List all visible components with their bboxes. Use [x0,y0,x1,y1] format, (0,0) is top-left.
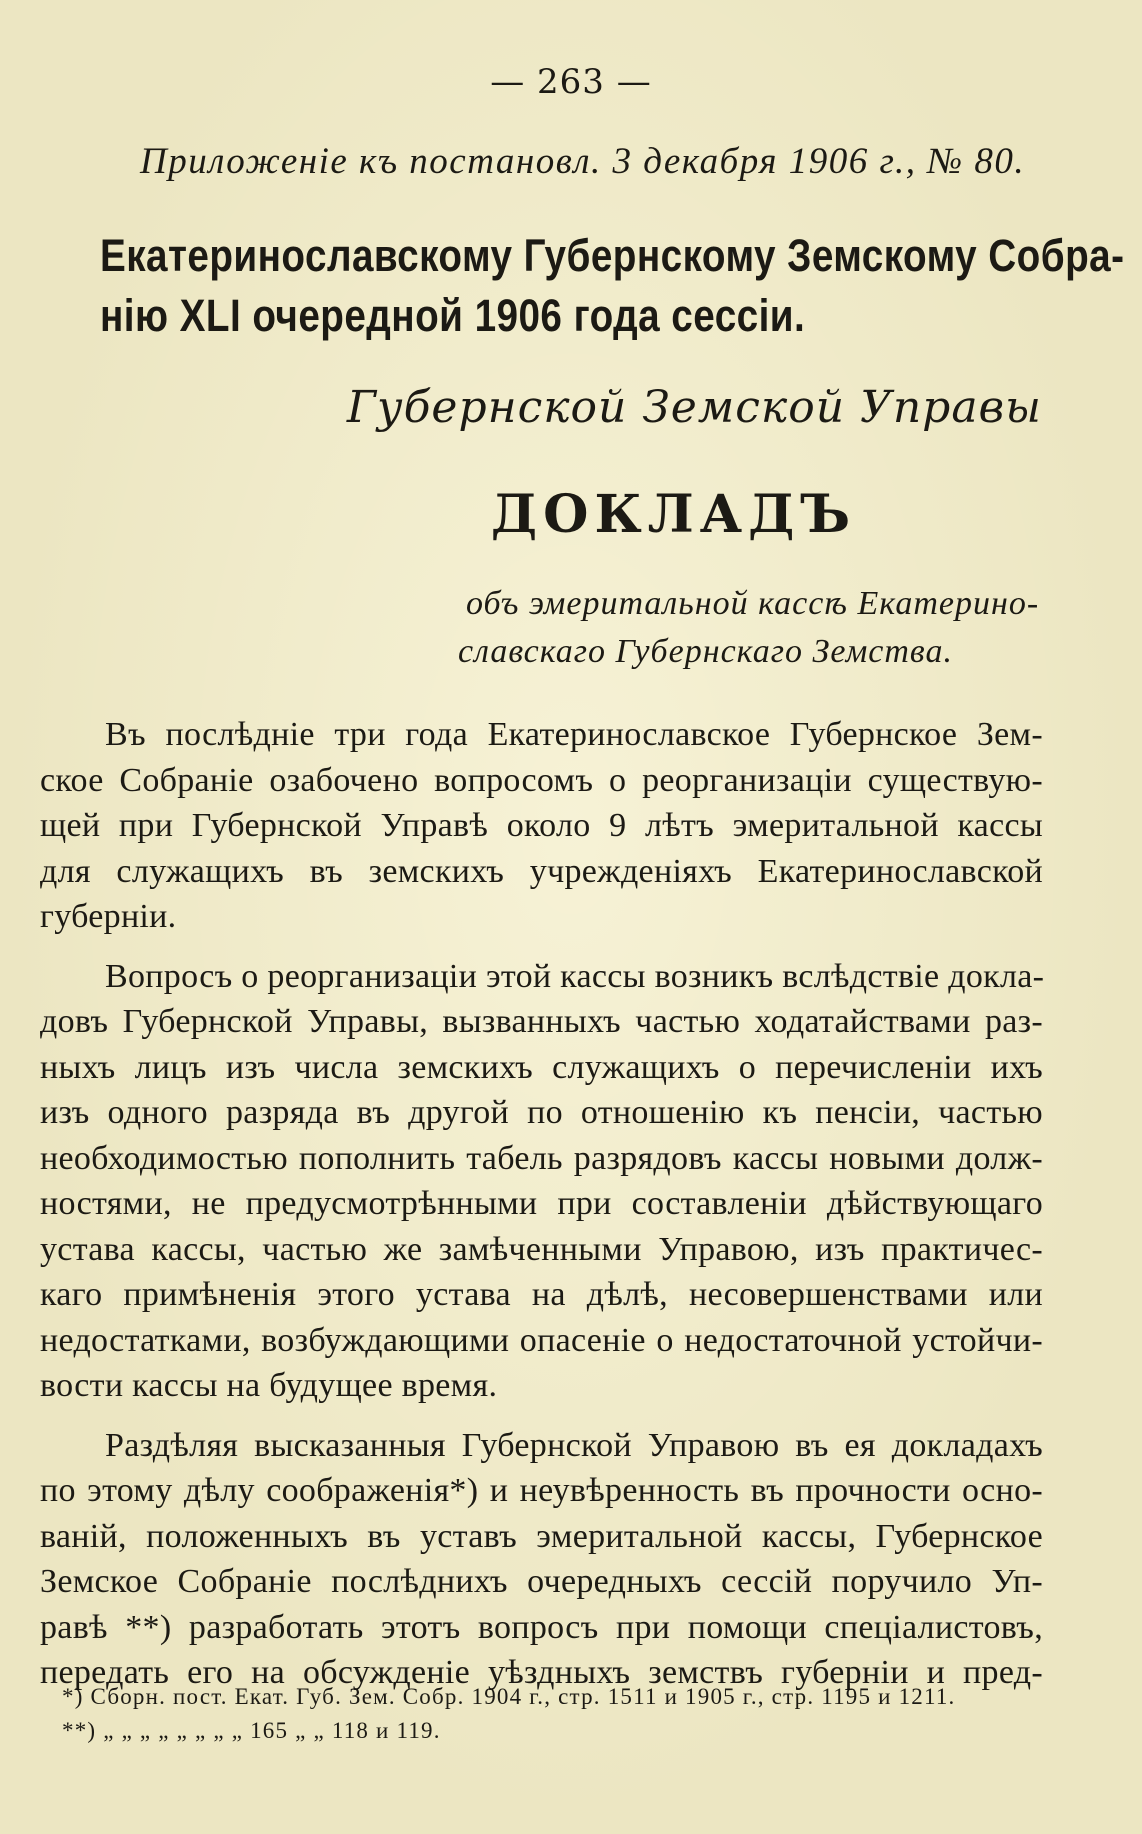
paragraph-line: ваній, положенныхъ въ уставъ эмеритальной кассы, Губернское [40,1517,1043,1555]
paragraph-line: Вопросъ о реорганизаціи этой кассы возникъ вслѣдствіе докла- [105,957,1045,995]
paragraph-1 [40,712,1043,940]
report-heading: ДОКЛАДЪ [490,484,857,545]
paragraph-line: вости кассы на будущее время. [40,1367,498,1404]
paragraph-line: по этому дѣлу соображенія*) и неувѣренность въ прочности осно- [40,1472,1043,1509]
paragraph-line: ностями, не предусмотрѣнными при составленіи дѣйствующаго [40,1185,1043,1222]
appendix-note: Приложеніе къ постановл. 3 декабря 1906 г., № 80. [140,141,1026,182]
paragraph-line: довъ Губернской Управы, вызванныхъ частью ходатайствами раз- [40,1003,1043,1040]
footnote-2: **) „ „ „ „ „ „ „ „ 165 „ „ 118 и 119. [62,1718,441,1743]
paragraph-line: недостатками, возбуждающими опасеніе о недостаточной устойчи- [40,1321,1043,1359]
authority-heading: Губернской Земской Управы [346,382,1042,433]
paragraph-2 [40,954,1043,1409]
footnote-1: *) Сборн. пост. Екат. Губ. Зем. Собр. 1904 г., стр. 1511 и 1905 г., стр. 1195 и 1211. [62,1684,956,1709]
paragraph-line: Въ послѣдніе три года Екатеринославское Губернское Зем- [105,716,1043,753]
paragraph-line: Земское Собраніе послѣднихъ очередныхъ сессій поручило Уп- [40,1563,1043,1600]
paragraph-line: необходимостью пополнить табель разрядовъ кассы новыми долж- [40,1139,1043,1177]
paragraph-line: губерніи. [40,898,177,935]
subject-line-1: объ эмеритальной кассѣ Екатерино- [466,585,1040,622]
paragraph-line: для служащихъ въ земскихъ учрежденіяхъ Екатеринославской [40,852,1043,890]
paragraph-line: ныхъ лицъ изъ числа земскихъ служащихъ о перечисленіи ихъ [40,1048,1043,1086]
paragraph-line: устава кассы, частью же замѣченными Управою, изъ практичес- [40,1230,1043,1268]
page-number: — 263 — [490,62,652,102]
document-title [100,226,1125,346]
title-line-2: нію XLI очередной 1906 года сессіи. [100,290,806,341]
report-body [40,712,1043,1710]
paragraph-line: ское Собраніе озабочено вопросомъ о реорганизаціи существую- [40,761,1043,799]
paragraph-line: равѣ **) разработать этотъ вопросъ при помощи спеціалистовъ, [40,1608,1043,1646]
subject-line-2: славскаго Губернскаго Земства. [458,633,953,670]
paragraph-line: изъ одного разряда въ другой по отношенію къ пенсіи, частью [40,1094,1043,1131]
paragraph-line: каго примѣненія этого устава на дѣлѣ, несовершенствами или [40,1276,1043,1313]
title-line-1: Екатеринославскому Губернскому Земскому Собра- [100,230,1125,281]
paragraph-line: передать его на обсужденіе уѣздныхъ земствъ губерніи и пред- [40,1654,1043,1691]
paragraph-3 [40,1423,1043,1696]
paragraph-line: щей при Губернской Управѣ около 9 лѣтъ эмеритальной кассы [40,807,1043,844]
footnotes [62,1680,1052,1748]
report-subject [458,580,1043,676]
paragraph-line: Раздѣляя высказанныя Губернской Управою въ ея докладахъ [105,1426,1043,1464]
